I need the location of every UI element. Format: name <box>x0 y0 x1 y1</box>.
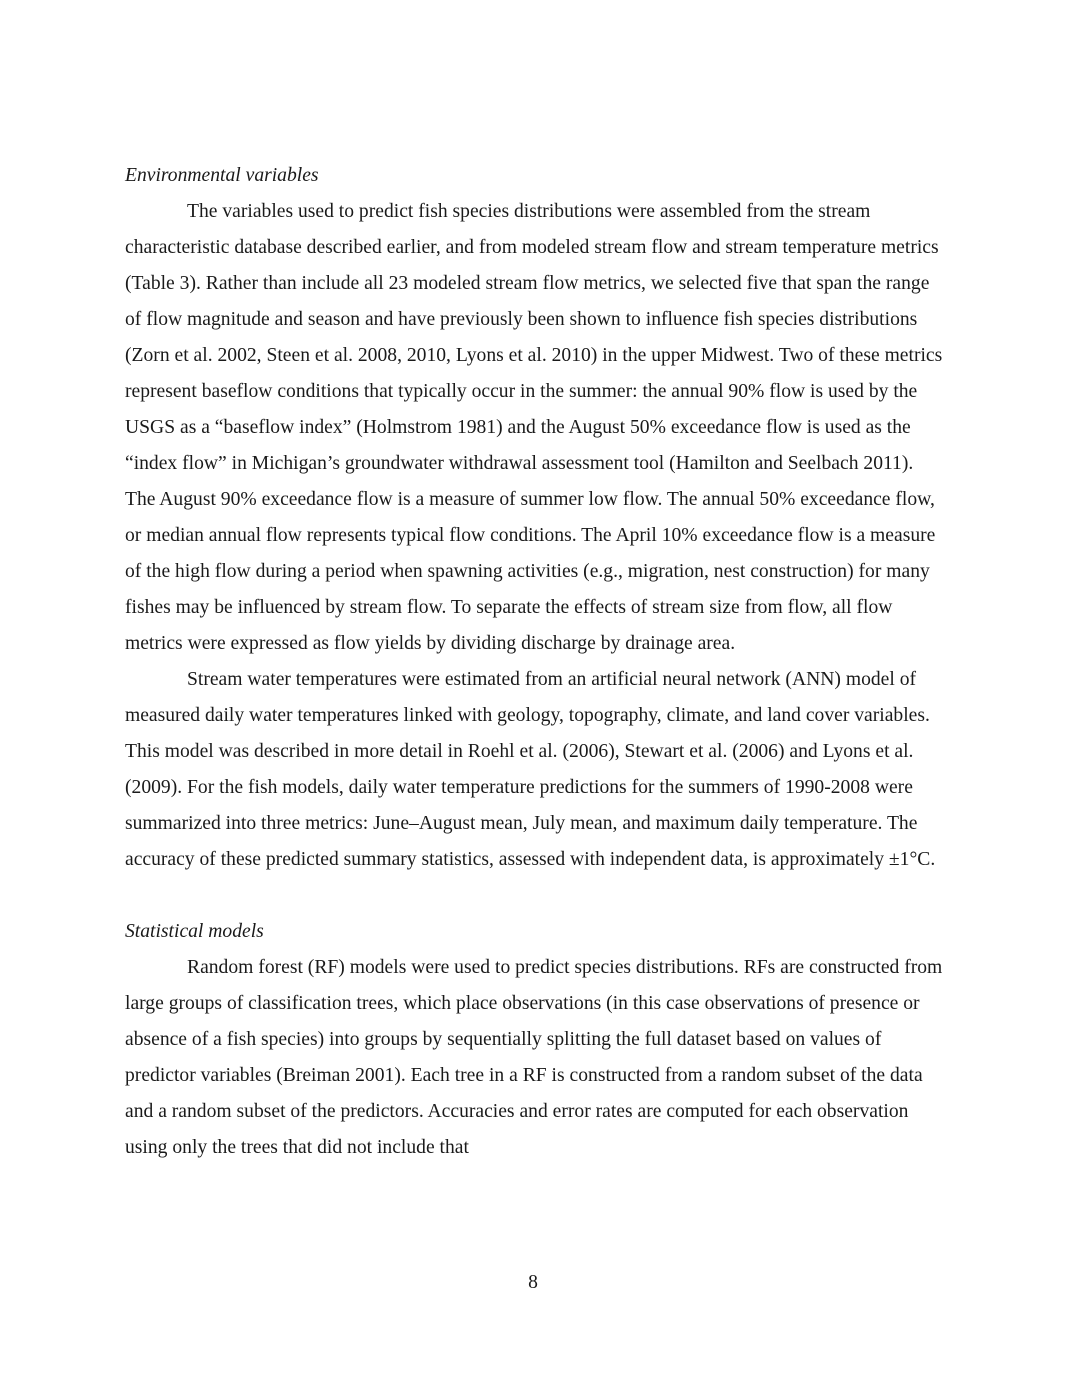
paragraph-random-forest: Random forest (RF) models were used to predict species distributions. RFs are constructed from large groups of classification trees, which place observations (in this case observations of presence or absence of a fish species) into groups by sequentially splitting the full dataset based on values of predictor variables (Breiman 2001). Each tree in a RF is constructed from a random subset of the data and a random subset of the predictors. Accuracies and error rates are computed for each observation using only the trees that did not include that <box>125 957 943 1158</box>
section-spacer <box>125 878 945 914</box>
section-heading-environmental-variables: Environmental variables <box>125 165 319 186</box>
page-body <box>125 158 945 1166</box>
page-number: 8 <box>528 1272 538 1293</box>
paragraph-water-temperatures: Stream water temperatures were estimated from an artificial neural network (ANN) model of measured daily water temperatures linked with geology, topography, climate, and land cover variables. This model was described in more detail in Roehl et al. (2006), Stewart et al. (2006) and Lyons et al. (2009). For the fish models, daily water temperature predictions for the summers of 1990-2008 were summarized into three metrics: June–August mean, July mean, and maximum daily temperature. The accuracy of these predicted summary statistics, assessed with independent data, is approximately ±1°C. <box>125 669 936 870</box>
section-heading-statistical-models: Statistical models <box>125 921 264 942</box>
paragraph-flow-variables: The variables used to predict fish species distributions were assembled from the stream characteristic database described earlier, and from modeled stream flow and stream temperature metrics (Table 3). Rather than include all 23 modeled stream flow metrics, we selected five that span the range of flow magnitude and season and have previously been shown to influence fish species distributions (Zorn et al. 2002, Steen et al. 2008, 2010, Lyons et al. 2010) in the upper Midwest. Two of these metrics represent baseflow conditions that typically occur in the summer: the annual 90% flow is used by the USGS as a “baseflow index” (Holmstrom 1981) and the August 50% exceedance flow is used as the “index flow” in Michigan’s groundwater withdrawal assessment tool (Hamilton and Seelbach 2011). The August 90% exceedance flow is a measure of summer low flow. The annual 50% exceedance flow, or median annual flow represents typical flow conditions. The April 10% exceedance flow is a measure of the high flow during a period when spawning activities (e.g., migration, nest construction) for many fishes may be influenced by stream flow. To separate the effects of stream size from flow, all flow metrics were expressed as flow yields by dividing discharge by drainage area. <box>125 201 943 654</box>
